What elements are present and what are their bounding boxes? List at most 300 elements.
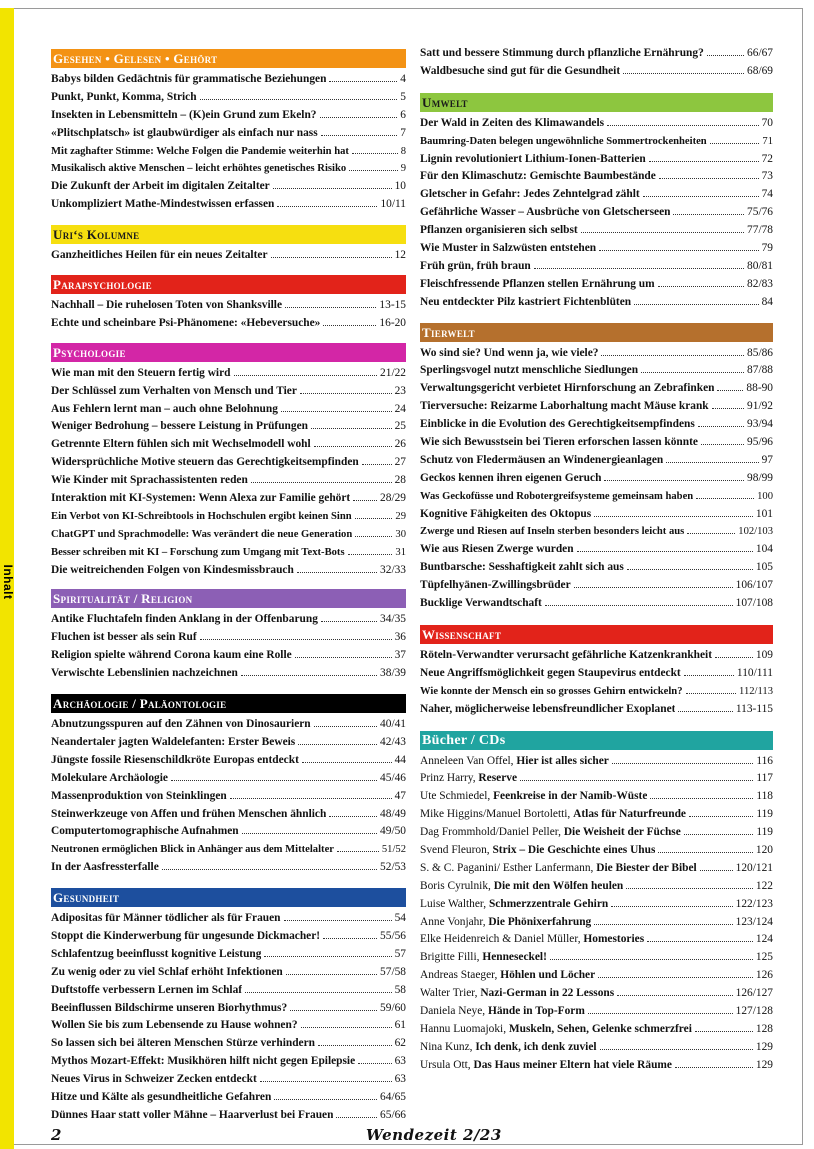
entry-title: Der Wald in Zeiten des Klimawandels: [420, 116, 605, 129]
toc-section: [51, 589, 406, 683]
section-header: Uri‘s Kolumne: [51, 225, 406, 244]
entry-title: Die weitreichenden Folgen von Kindesmissbrauch: [51, 563, 294, 576]
entry-page: 113-115: [735, 702, 773, 715]
toc-entry[interactable]: [51, 752, 406, 770]
entry-page: 85/86: [747, 346, 773, 359]
book-entry[interactable]: [420, 967, 773, 985]
entry-title: Der Schlüssel zum Verhalten von Mensch und Tier: [51, 384, 297, 397]
entry-title: Baumring-Daten belegen ungewöhnliche Sommertrockenheiten: [420, 135, 707, 147]
entry-page: 47: [394, 789, 406, 802]
toc-entry[interactable]: [51, 823, 406, 841]
toc-entry[interactable]: [51, 544, 406, 562]
leader-dots: [264, 955, 391, 957]
entry-page: 84: [761, 295, 773, 308]
section-header: Wissenschaft: [420, 625, 773, 644]
leader-dots: [717, 389, 743, 391]
toc-entry[interactable]: [420, 523, 773, 541]
leader-dots: [271, 256, 392, 258]
toc-entry[interactable]: [51, 247, 406, 265]
left-column: [51, 49, 406, 1125]
entry-title: Wie konnte der Mensch ein so grosses Gehirn entwickeln?: [420, 685, 683, 697]
entry-page: 38/39: [380, 667, 406, 680]
entry-page: 52/53: [380, 861, 406, 874]
toc-section: [51, 694, 406, 877]
entry-title: Zu wenig oder zu viel Schlaf erhöht Infektionen: [51, 965, 283, 978]
toc-entry[interactable]: [51, 562, 406, 580]
leader-dots: [284, 919, 392, 921]
entry-title: Geckos kennen ihren eigenen Geruch: [420, 471, 602, 484]
toc-entry[interactable]: [51, 89, 406, 107]
entry-page: 123/124: [735, 915, 773, 928]
toc-entry[interactable]: [51, 806, 406, 824]
toc-entry[interactable]: [51, 1017, 406, 1035]
toc-entry[interactable]: [420, 488, 773, 506]
entry-page: 107/108: [735, 597, 773, 610]
toc-entry[interactable]: [51, 107, 406, 125]
book-entry[interactable]: [420, 860, 773, 878]
entry-page: 122/123: [735, 897, 773, 910]
entry-page: 109: [755, 648, 773, 661]
leader-dots: [658, 285, 744, 287]
toc-entry[interactable]: [51, 859, 406, 877]
toc-entry[interactable]: [420, 683, 773, 701]
book-entry[interactable]: [420, 753, 773, 771]
side-label: [2, 553, 14, 613]
toc-entry[interactable]: [51, 526, 406, 544]
book-entry[interactable]: [420, 878, 773, 896]
toc-entry[interactable]: [51, 611, 406, 629]
entry-page: 48/49: [380, 807, 406, 820]
toc-entry[interactable]: [420, 559, 773, 577]
entry-page: 44: [394, 753, 406, 766]
toc-entry[interactable]: [420, 647, 773, 665]
book-citation: [420, 770, 517, 788]
toc-entry[interactable]: [420, 541, 773, 559]
toc-entry[interactable]: [420, 276, 773, 294]
toc-entry[interactable]: [420, 595, 773, 613]
leader-dots: [520, 779, 753, 781]
toc-entry[interactable]: [51, 716, 406, 734]
book-citation: [420, 1039, 597, 1057]
entry-page: 57: [394, 947, 406, 960]
entry-title: Insekten in Lebensmitteln – (K)ein Grund zum Ekeln?: [51, 108, 317, 121]
toc-entry[interactable]: [51, 143, 406, 161]
entry-title: Wie Kinder mit Sprachassistenten reden: [51, 474, 248, 487]
leader-dots: [311, 427, 392, 429]
toc-entry[interactable]: [51, 125, 406, 143]
leader-dots: [659, 177, 759, 179]
book-citation: [420, 967, 595, 985]
entry-title: Gletscher in Gefahr: Jedes Zehntelgrad zählt: [420, 188, 640, 201]
toc-entry[interactable]: [51, 315, 406, 333]
toc-entry[interactable]: [51, 665, 406, 683]
book-author: Prinz Harry,: [420, 772, 479, 785]
toc-entry[interactable]: [420, 452, 773, 470]
toc-section: [51, 49, 406, 214]
entry-page: 16-20: [379, 316, 406, 329]
entry-page: 126: [755, 969, 773, 982]
entry-title: Nachhall – Die ruhelosen Toten von Shanksville: [51, 299, 283, 312]
leader-dots: [314, 725, 377, 727]
toc-entry[interactable]: [51, 1089, 406, 1107]
entry-page: 119: [756, 808, 773, 821]
leader-dots: [358, 1062, 391, 1064]
entry-title: ChatGPT und Sprachmodelle: Was verändert die neue Generation: [51, 528, 353, 540]
toc-entry[interactable]: [420, 577, 773, 595]
entry-page: 88-90: [746, 382, 773, 395]
entry-title: Sperlingsvogel nutzt menschliche Siedlungen: [420, 364, 639, 377]
toc-entry[interactable]: [51, 508, 406, 526]
leader-dots: [650, 797, 753, 799]
toc-entry[interactable]: [51, 1035, 406, 1053]
toc-entry[interactable]: [51, 418, 406, 436]
toc-entry[interactable]: [51, 928, 406, 946]
book-author: Mike Higgins/Manuel Bortoletti,: [420, 808, 574, 821]
entry-title: Verwaltungsgericht verbietet Hirnforschung an Zebrafinken: [420, 382, 715, 395]
entry-page: 73: [761, 170, 773, 183]
toc-entry[interactable]: [420, 151, 773, 169]
leader-dots: [245, 991, 392, 993]
toc-section: [51, 343, 406, 580]
toc-entry[interactable]: [51, 841, 406, 859]
entry-title: Fluchen ist besser als sein Ruf: [51, 631, 197, 644]
book-title: Die Phönixerfahrung: [488, 915, 592, 928]
leader-dots: [666, 461, 758, 463]
leader-dots: [234, 374, 378, 376]
toc-entry[interactable]: [51, 297, 406, 315]
leader-dots: [604, 479, 744, 481]
book-author: Daniela Neye,: [420, 1004, 488, 1017]
leader-dots: [349, 169, 398, 171]
entry-title: Mit zaghafter Stimme: Welche Folgen die Pandemie weiterhin hat: [51, 145, 349, 157]
toc-section: [420, 93, 773, 312]
leader-dots: [314, 445, 392, 447]
book-entry[interactable]: [420, 931, 773, 949]
entry-page: 116: [756, 754, 773, 767]
leader-dots: [594, 515, 753, 517]
book-title: Die mit den Wölfen heulen: [493, 879, 624, 892]
toc-entry[interactable]: [51, 788, 406, 806]
entry-page: 80/81: [747, 259, 773, 272]
leader-dots: [607, 124, 759, 126]
entry-title: Beeinflussen Bildschirme unseren Biorhythmus?: [51, 1001, 288, 1014]
entry-title: Aus Fehlern lernt man – auch ohne Belohnung: [51, 402, 278, 415]
section-header: Bücher / CDs: [420, 731, 773, 750]
entry-page: 10/11: [380, 198, 406, 211]
entry-page: 24: [394, 402, 406, 415]
entry-title: Wo sind sie? Und wenn ja, wie viele?: [420, 346, 599, 359]
book-citation: [420, 1003, 585, 1021]
leader-dots: [300, 392, 392, 394]
entry-title: Punkt, Punkt, Komma, Strich: [51, 90, 197, 103]
entry-title: Waldbesuche sind gut für die Gesundheit: [420, 64, 621, 77]
leader-dots: [329, 80, 397, 82]
toc-entry[interactable]: [420, 222, 773, 240]
leader-dots: [658, 851, 752, 853]
toc-entry[interactable]: [51, 910, 406, 928]
leader-dots: [230, 797, 392, 799]
book-entry[interactable]: [420, 824, 773, 842]
book-entry[interactable]: [420, 1057, 773, 1075]
entry-page: 82/83: [747, 277, 773, 290]
book-author: Hannu Luomajoki,: [420, 1022, 509, 1035]
toc-entry[interactable]: [51, 436, 406, 454]
entry-title: Neandertaler jagten Waldelefanten: Erster Beweis: [51, 735, 296, 748]
leader-dots: [684, 833, 754, 835]
toc-entry[interactable]: [51, 490, 406, 508]
entry-page: 93/94: [747, 418, 773, 431]
leader-dots: [251, 481, 392, 483]
entry-page: 79: [761, 242, 773, 255]
toc-entry[interactable]: [420, 362, 773, 380]
leader-dots: [242, 832, 377, 834]
book-title: Homestories: [583, 933, 645, 946]
entry-page: 74: [761, 188, 773, 201]
toc-entry[interactable]: [51, 629, 406, 647]
toc-entry[interactable]: [420, 294, 773, 312]
leader-dots: [715, 656, 753, 658]
entry-title: Religion spielte während Corona kaum eine Rolle: [51, 649, 292, 662]
toc-entry[interactable]: [51, 946, 406, 964]
entry-page: 110/111: [736, 666, 773, 679]
leader-dots: [594, 923, 732, 925]
toc-entry[interactable]: [420, 204, 773, 222]
toc-entry[interactable]: [420, 345, 773, 363]
entry-title: Antike Fluchtafeln finden Anklang in der Offenbarung: [51, 613, 318, 626]
leader-dots: [337, 850, 379, 852]
leader-dots: [678, 710, 732, 712]
leader-dots: [689, 815, 753, 817]
book-citation: [420, 914, 591, 932]
toc-entry[interactable]: [420, 506, 773, 524]
leader-dots: [353, 499, 377, 501]
side-label-text: Inhalt: [1, 564, 15, 600]
toc-entry[interactable]: [420, 416, 773, 434]
entry-title: Molekulare Archäologie: [51, 771, 168, 784]
entry-title: Interaktion mit KI-Systemen: Wenn Alexa zur Familie gehört: [51, 492, 351, 505]
section-header: Gesehen • Gelesen • Gehört: [51, 49, 406, 68]
toc-entry[interactable]: [420, 434, 773, 452]
book-author: Andreas Staeger,: [420, 969, 501, 982]
leader-dots: [273, 187, 392, 189]
entry-page: 12: [394, 249, 406, 262]
entry-title: Wie aus Riesen Zwerge wurden: [420, 543, 574, 556]
leader-dots: [710, 142, 760, 144]
entry-page: 129: [755, 1058, 773, 1071]
book-title: Das Haus meiner Eltern hat viele Räume: [473, 1058, 672, 1071]
book-entry[interactable]: [420, 842, 773, 860]
leader-dots: [355, 535, 392, 537]
leader-dots: [599, 249, 758, 251]
entry-page: 51/52: [381, 844, 406, 856]
entry-page: 29: [395, 510, 406, 522]
section-header: Archäologie / Paläontologie: [51, 694, 406, 713]
entry-page: 101: [755, 507, 773, 520]
entry-page: 61: [394, 1019, 406, 1032]
entry-page: 6: [400, 108, 406, 121]
book-citation: [420, 788, 647, 806]
toc-entry[interactable]: [420, 115, 773, 133]
book-entry[interactable]: [420, 788, 773, 806]
toc-entry[interactable]: [51, 196, 406, 214]
leader-dots: [200, 98, 398, 100]
entry-page: 45/46: [380, 771, 406, 784]
book-title: Hände in Top-Form: [488, 1004, 585, 1017]
book-citation: [420, 985, 614, 1003]
entry-title: Weniger Bedrohung – bessere Leistung in Prüfungen: [51, 420, 308, 433]
toc-entry[interactable]: [420, 45, 773, 63]
entry-title: Getrennte Eltern fühlen sich mit Wechselmodell wohl: [51, 438, 311, 451]
entry-page: 71: [762, 135, 773, 147]
toc-entry[interactable]: [420, 665, 773, 683]
book-entry[interactable]: [420, 1003, 773, 1021]
section-header: Spiritualität / Religion: [51, 589, 406, 608]
leader-dots: [318, 1044, 392, 1046]
book-author: Nina Kunz,: [420, 1040, 476, 1053]
entry-page: 62: [394, 1037, 406, 1050]
toc-entry[interactable]: [51, 454, 406, 472]
book-entry[interactable]: [420, 949, 773, 967]
toc-entry[interactable]: [51, 734, 406, 752]
toc-entry[interactable]: [420, 398, 773, 416]
entry-title: Mythos Mozart-Effekt: Musikhören hilft nicht gegen Epilepsie: [51, 1055, 356, 1068]
book-citation: [420, 878, 623, 896]
entry-page: 125: [755, 951, 773, 964]
toc-entry[interactable]: [51, 1000, 406, 1018]
entry-title: Abnutzungsspuren auf den Zähnen von Dinosauriern: [51, 718, 311, 731]
toc-entry[interactable]: [51, 1071, 406, 1089]
leader-dots: [598, 976, 753, 978]
entry-title: Neutronen ermöglichen Blick in Anhänger aus dem Mittelalter: [51, 844, 334, 856]
leader-dots: [352, 152, 398, 154]
toc-entry[interactable]: [420, 168, 773, 186]
entry-page: 40/41: [380, 718, 406, 731]
toc-entry[interactable]: [420, 133, 773, 151]
entry-page: 105: [755, 561, 773, 574]
leader-dots: [623, 72, 744, 74]
leader-dots: [302, 761, 392, 763]
entry-page: 112/113: [739, 685, 773, 697]
toc-entry[interactable]: [51, 982, 406, 1000]
book-author: Brigitte Filli,: [420, 951, 483, 964]
toc-entry[interactable]: [51, 964, 406, 982]
leader-dots: [362, 463, 392, 465]
toc-entry[interactable]: [420, 186, 773, 204]
section-header: Gesundheit: [51, 888, 406, 907]
entry-page: 23: [394, 384, 406, 397]
toc-entry[interactable]: [420, 258, 773, 276]
entry-title: Ein Verbot von KI-Schreibtools in Hochschulen ergibt keinen Sinn: [51, 510, 352, 522]
leader-dots: [574, 586, 733, 588]
toc-entry[interactable]: [51, 160, 406, 178]
entry-title: Widersprüchliche Motive steuern das Gerechtigkeitsempfinden: [51, 456, 359, 469]
book-title: Strix – Die Geschichte eines Uhus: [492, 843, 656, 856]
leader-dots: [617, 994, 732, 996]
book-author: Boris Cyrulnik,: [420, 879, 494, 892]
entry-title: Naher, möglicherweise lebensfreundlicher Exoplanet: [420, 702, 676, 715]
toc-entry[interactable]: [51, 1053, 406, 1071]
toc-entry[interactable]: [51, 71, 406, 89]
page-number: 2: [51, 1126, 62, 1144]
toc-section: [420, 625, 773, 719]
book-entry[interactable]: [420, 985, 773, 1003]
entry-page: 59/60: [380, 1001, 406, 1014]
book-entry[interactable]: [420, 1039, 773, 1057]
toc-entry[interactable]: [420, 380, 773, 398]
leader-dots: [545, 604, 733, 606]
leader-dots: [355, 517, 393, 519]
toc-entry[interactable]: [51, 472, 406, 490]
entry-page: 55/56: [380, 929, 406, 942]
entry-page: 102/103: [738, 526, 773, 538]
leader-dots: [707, 54, 744, 56]
entry-page: 118: [756, 790, 773, 803]
entry-title: Tierversuche: Reizarme Laborhaltung macht Mäuse krank: [420, 400, 709, 413]
entry-title: Musikalisch aktive Menschen – leicht erhöhtes genetisches Risiko: [51, 163, 347, 175]
entry-title: Babys bilden Gedächtnis für grammatische Beziehungen: [51, 73, 327, 85]
leader-dots: [647, 940, 753, 942]
toc-entry[interactable]: [51, 401, 406, 419]
entry-page: 64/65: [380, 1090, 406, 1103]
book-entry[interactable]: [420, 896, 773, 914]
entry-title: Kognitive Fähigkeiten des Oktopus: [420, 507, 592, 520]
toc-entry[interactable]: [51, 383, 406, 401]
section-header: Psychologie: [51, 343, 406, 362]
entry-page: 32/33: [380, 563, 406, 576]
book-citation: [420, 949, 547, 967]
leader-dots: [626, 887, 753, 889]
right-column: [420, 45, 773, 1075]
entry-title: Wie Muster in Salzwüsten entstehen: [420, 242, 597, 255]
toc-entry[interactable]: [420, 240, 773, 258]
book-entry[interactable]: [420, 1021, 773, 1039]
toc-section: [51, 888, 406, 1125]
toc-section: [51, 225, 406, 265]
entry-title: In der Aasfressterfalle: [51, 861, 159, 874]
book-title: Reserve: [478, 772, 517, 785]
entry-page: 97: [761, 453, 773, 466]
book-title: Die Biester der Bibel: [596, 861, 697, 874]
toc-entry[interactable]: [51, 647, 406, 665]
book-author: Anne Vonjahr,: [420, 915, 489, 928]
toc-entry[interactable]: [420, 63, 773, 81]
entry-page: 122: [755, 879, 773, 892]
leader-dots: [274, 1098, 377, 1100]
book-entry[interactable]: [420, 914, 773, 932]
book-entry[interactable]: [420, 770, 773, 788]
leader-dots: [684, 674, 734, 676]
entry-page: 4: [400, 73, 406, 85]
entry-title: Schutz von Fledermäusen an Windenergieanlagen: [420, 453, 664, 466]
entry-page: 77/78: [747, 224, 773, 237]
entry-page: 128: [755, 1022, 773, 1035]
book-citation: [420, 1057, 672, 1075]
book-entry[interactable]: [420, 806, 773, 824]
entry-title: Jüngste fossile Riesenschildkröte Europas entdeckt: [51, 753, 299, 766]
toc-entry[interactable]: [51, 1107, 406, 1125]
toc-entry[interactable]: [51, 770, 406, 788]
toc-entry[interactable]: [420, 701, 773, 719]
toc-entry[interactable]: [51, 178, 406, 196]
entry-title: Unkompliziert Mathe-Mindestwissen erfassen: [51, 198, 275, 211]
entry-title: «Plitschplatsch» ist glaubwürdiger als einfach nur nass: [51, 126, 318, 139]
entry-title: Röteln-Verwandter verursacht gefährliche Katzenkrankheit: [420, 648, 713, 661]
toc-entry[interactable]: [420, 470, 773, 488]
entry-page: 10: [394, 180, 406, 193]
leader-dots: [687, 532, 735, 534]
toc-entry[interactable]: [51, 365, 406, 383]
entry-page: 13-15: [379, 299, 406, 312]
